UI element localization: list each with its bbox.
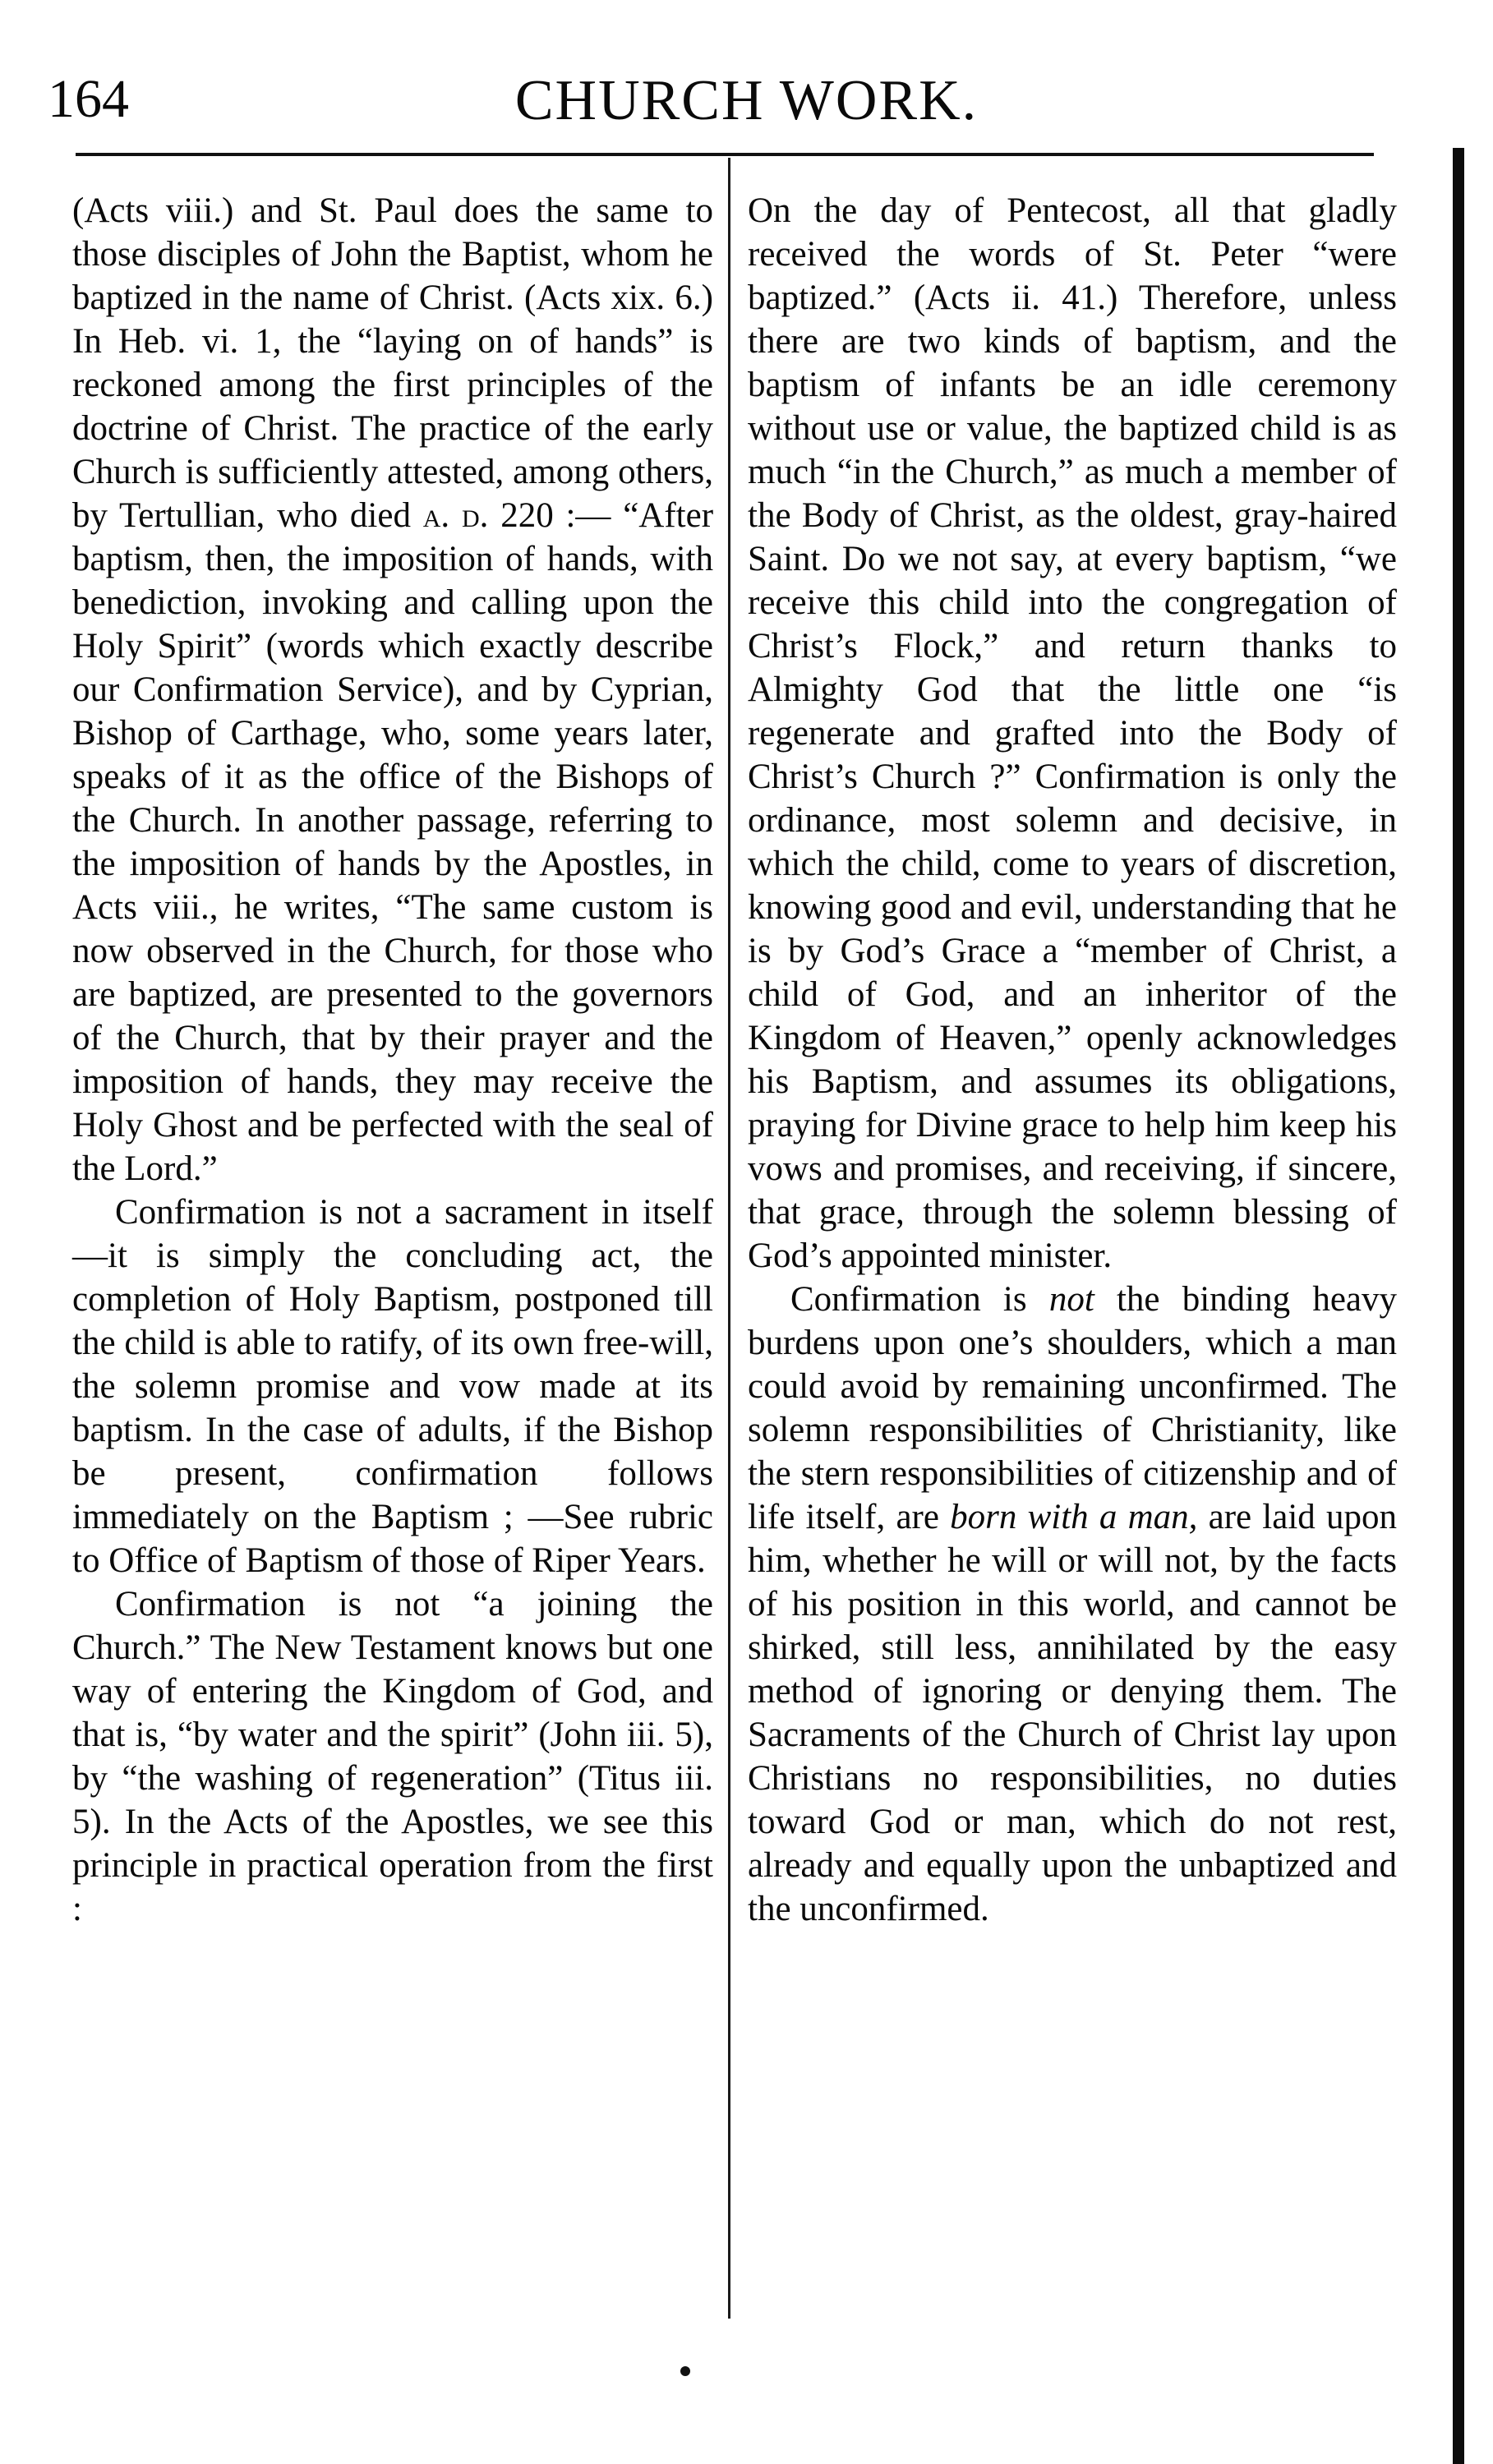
emphasis-born-with-a-man: born with a man, bbox=[950, 1498, 1198, 1536]
header-rule bbox=[76, 153, 1374, 156]
running-head: CHURCH WORK. bbox=[514, 69, 979, 132]
left-paragraph-3: Confirmation is not “a joining the Church.” The New Testament knows but one way of entering the Kingdom of God, and that is, “by water and the spirit” (John iii. 5), by “the washing of regeneration” (Titus iii. 5). In the Acts of the Apostles, we see this principle in practical operation from the first : bbox=[72, 1585, 713, 1928]
left-paragraph-1 bbox=[72, 189, 713, 1191]
page-edge-bar bbox=[1453, 148, 1464, 2464]
left-paragraph-1-text: (Acts viii.) and St. Paul does the same to those disciples of John the Baptist, whom he baptized in the name of Christ. (Acts xix. 6.) In Heb. vi. 1, the “laying on of hands” is reckoned among the first principles of the doctrine of Christ. The practice of the early Church is sufficiently attested, among others, by Tertullian, who died bbox=[72, 191, 713, 535]
right-paragraph-2-end: are laid upon him, whether he will or will not, by the facts of his position in this world, and cannot be shirked, still less, annihilated by the easy method of ignoring or denying them. The Sacraments of the Church of Christ lay upon Christians no responsibilities, no duties toward God or man, which do not rest, already and equally upon the unbaptized and the unconfirmed. bbox=[748, 1498, 1397, 1928]
emphasis-not: not bbox=[1048, 1280, 1094, 1319]
right-paragraph-1: On the day of Pentecost, all that gladly received the words of St. Peter “were baptized.” (Acts ii. 41.) Therefore, unless there are two kinds of baptism, and the baptism of infants be an idle ceremony without use or value, the baptized child is as much “in the Church,” as much a member of the Body of Christ, as the oldest, gray-haired Saint. Do we not say, at every baptism, “we receive this child into the congregation of Christ’s Flock,” and return thanks to Almighty God that the little one “is regenerate and grafted into the Body of Christ’s Church ?” Confirmation is only the ordinance, most solemn and decisive, in which the child, come to years of discretion, knowing good and evil, understanding that he is by God’s Grace a “member of Christ, a child of God, and an inheritor of the Kingdom of Heaven,” openly acknowledges his Baptism, and assumes its obligations, praying for Divine grace to help him keep his vows and promises, and receiving, if sincere, that grace, through the solemn blessing of God’s appointed minister. bbox=[748, 191, 1397, 1275]
left-paragraph-1-continuation: 220 :— “After baptism, then, the imposition of hands, with benediction, invoking and calling upon the Holy Spirit” (words which exactly describe our Confirmation Service), and by Cyprian, Bishop of Carthage, who, some years later, speaks of it as the office of the Bishops of the Church. In another passage, referring to the imposition of hands by the Apostles, in Acts viii., he writes, “The same custom is now observed in the Church, for those who are baptized, are presented to the governors of the Church, that by their prayer and the imposition of hands, they may receive the Holy Ghost and be perfected with the seal of the Lord.” bbox=[72, 496, 714, 1188]
right-paragraph-2-start: Confirmation is bbox=[790, 1280, 1027, 1319]
right-column bbox=[748, 189, 1397, 1931]
left-column bbox=[72, 189, 713, 1931]
right-paragraph-2 bbox=[748, 1278, 1397, 1931]
ad-abbreviation: a. d. bbox=[422, 496, 489, 535]
page-number: 164 bbox=[48, 69, 129, 129]
page-dot bbox=[680, 2366, 690, 2376]
left-paragraph-2: Confirmation is not a sacrament in itself—it is simply the concluding act, the completion of Holy Baptism, postponed till the child is able to ratify, of its own free-will, the solemn promise and vow made at its baptism. In the case of adults, if the Bishop be present, confirmation follows immediately on the Baptism ; —See rubric to Office of Baptism of those of Riper Years. bbox=[72, 1193, 713, 1580]
right-paragraph-2-middle: the binding heavy burdens upon one’s shoulders, which a man could avoid by remaining unconfirmed. The solemn responsibilities of Christianity, like the stern responsibilities of citizenship and of life itself, are bbox=[748, 1280, 1398, 1536]
column-divider bbox=[728, 158, 730, 2319]
